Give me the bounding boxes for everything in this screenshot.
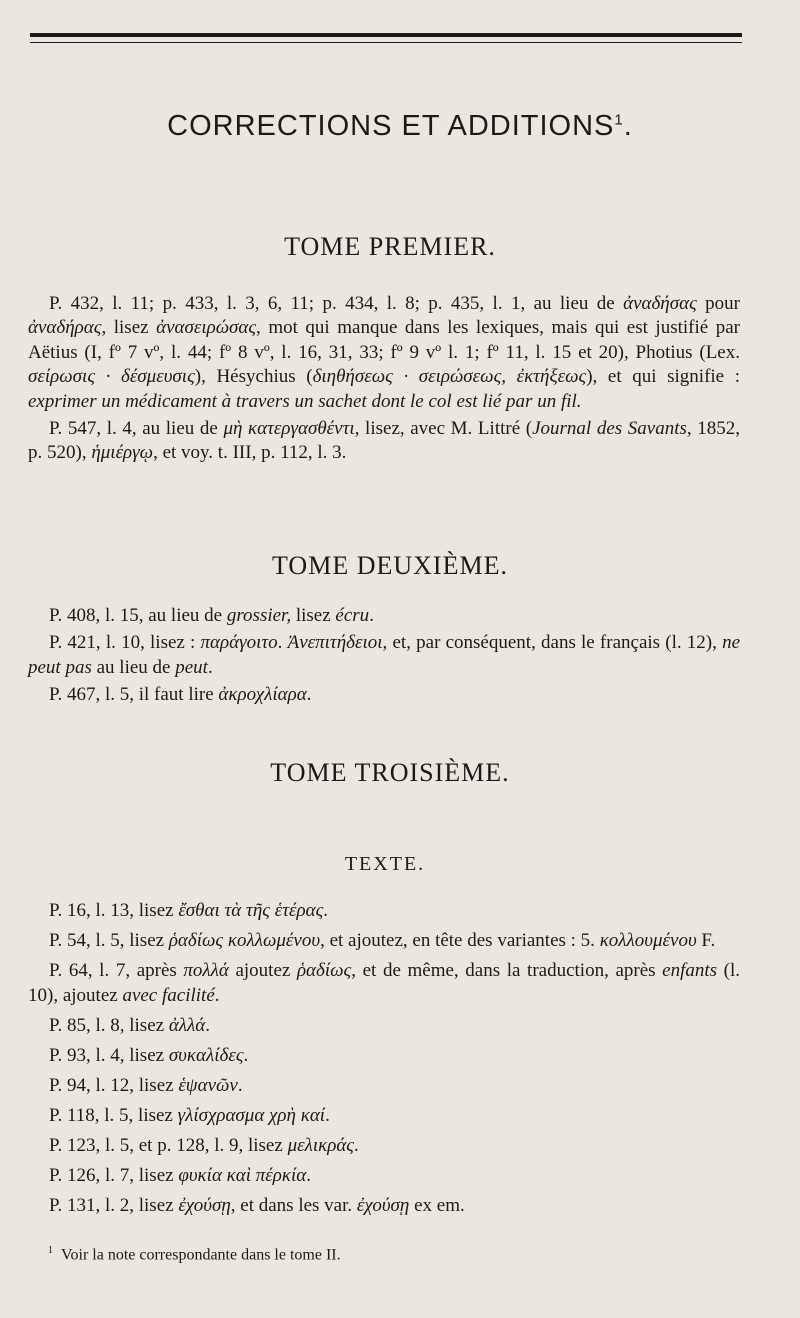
tome-troisieme-heading: TOME TROISIÈME.	[270, 758, 510, 787]
tome-premier-heading: TOME PREMIER.	[284, 232, 496, 261]
page-title: CORRECTIONS ET ADDITIONS$^1$.	[167, 110, 633, 142]
header-rule-thin	[30, 42, 742, 43]
correction-paragraph: P. 467, l. 5, il faut lire ἀκροχλίαρα.	[49, 684, 312, 706]
correction-entry: P. 85, l. 8, lisez ἀλλά.	[49, 1014, 210, 1036]
correction-paragraph: P. 547, l. 4, au lieu de μὴ κατεργασθέντι, lisez, avec M. Littré (Journal des Savants, 1852, p. 520), ἡμιέργῳ, et voy. t. III, p. 112, l. 3.	[28, 418, 740, 464]
texte-subheading: TEXTE.	[344, 853, 426, 875]
correction-entry: P. 54, l. 5, lisez ῥαδίως κολλωμένου, et ajoutez, en tête des variantes : 5. κολλουμένου F.	[49, 930, 716, 952]
tome-troisieme-section	[28, 899, 740, 1224]
header-rule-thick	[30, 33, 742, 37]
correction-entry: P. 131, l. 2, lisez ἐχούσῃ, et dans les var. ἐχούσῃ ex em.	[49, 1195, 465, 1217]
correction-entry: P. 16, l. 13, lisez ἔσθαι τὰ τῆς ἑτέρας.	[49, 900, 329, 921]
correction-paragraph: P. 421, l. 10, lisez : παράγοιτο. Ἀνεπιτήδειοι, et, par conséquent, dans le français (l. 12), ne peut pas au lieu de peut.	[28, 632, 741, 678]
correction-entry: P. 126, l. 7, lisez φυκία καὶ πέρκία.	[49, 1165, 312, 1187]
correction-entry: P. 64, l. 7, après πολλά ajoutez ῥαδίως, et de même, dans la traduction, après enfants (l. 10), ajoutez avec facilité.	[28, 960, 740, 1006]
tome-deuxieme-section	[28, 604, 740, 708]
correction-entry: P. 118, l. 5, lisez γλίσχρασμα χρὴ καί.	[49, 1104, 330, 1126]
tome-premier-section	[28, 292, 740, 466]
correction-paragraph: P. 432, l. 11; p. 433, l. 3, 6, 11; p. 434, l. 8; p. 435, l. 1, au lieu de ἀναδήσας pour ἀναδήρας, lisez ἀνασειρώσας, mot qui manque dans les lexiques, mais qui est justifié par Aëtius (I, fº 7 vº, l. 44; fº 8 vº, l. 16, 31, 33; fº 9 vº l. 1; fº 11, l. 15 et 20), Photius (Lex. σείρωσις · δέσμευσις), Hésychius (διηθήσεως · σειρώσεως, ἐκτήξεως), et qui signifie : exprimer un médicament à travers un sachet dont le col est lié par un fil.	[28, 293, 741, 412]
correction-paragraph: P. 408, l. 15, au lieu de grossier, lisez écru.	[49, 605, 374, 626]
footnote-mark: 1	[614, 111, 624, 129]
correction-entry: P. 94, l. 12, lisez ἑψανῶν.	[49, 1074, 243, 1096]
footnote: $^1$ Voir la note correspondante dans le tome II.	[48, 1245, 341, 1264]
correction-entry: P. 123, l. 5, et p. 128, l. 9, lisez μελικράς.	[49, 1135, 359, 1157]
correction-entry: P. 93, l. 4, lisez συκαλίδες.	[49, 1044, 249, 1066]
tome-deuxieme-heading: TOME DEUXIÈME.	[272, 551, 508, 580]
